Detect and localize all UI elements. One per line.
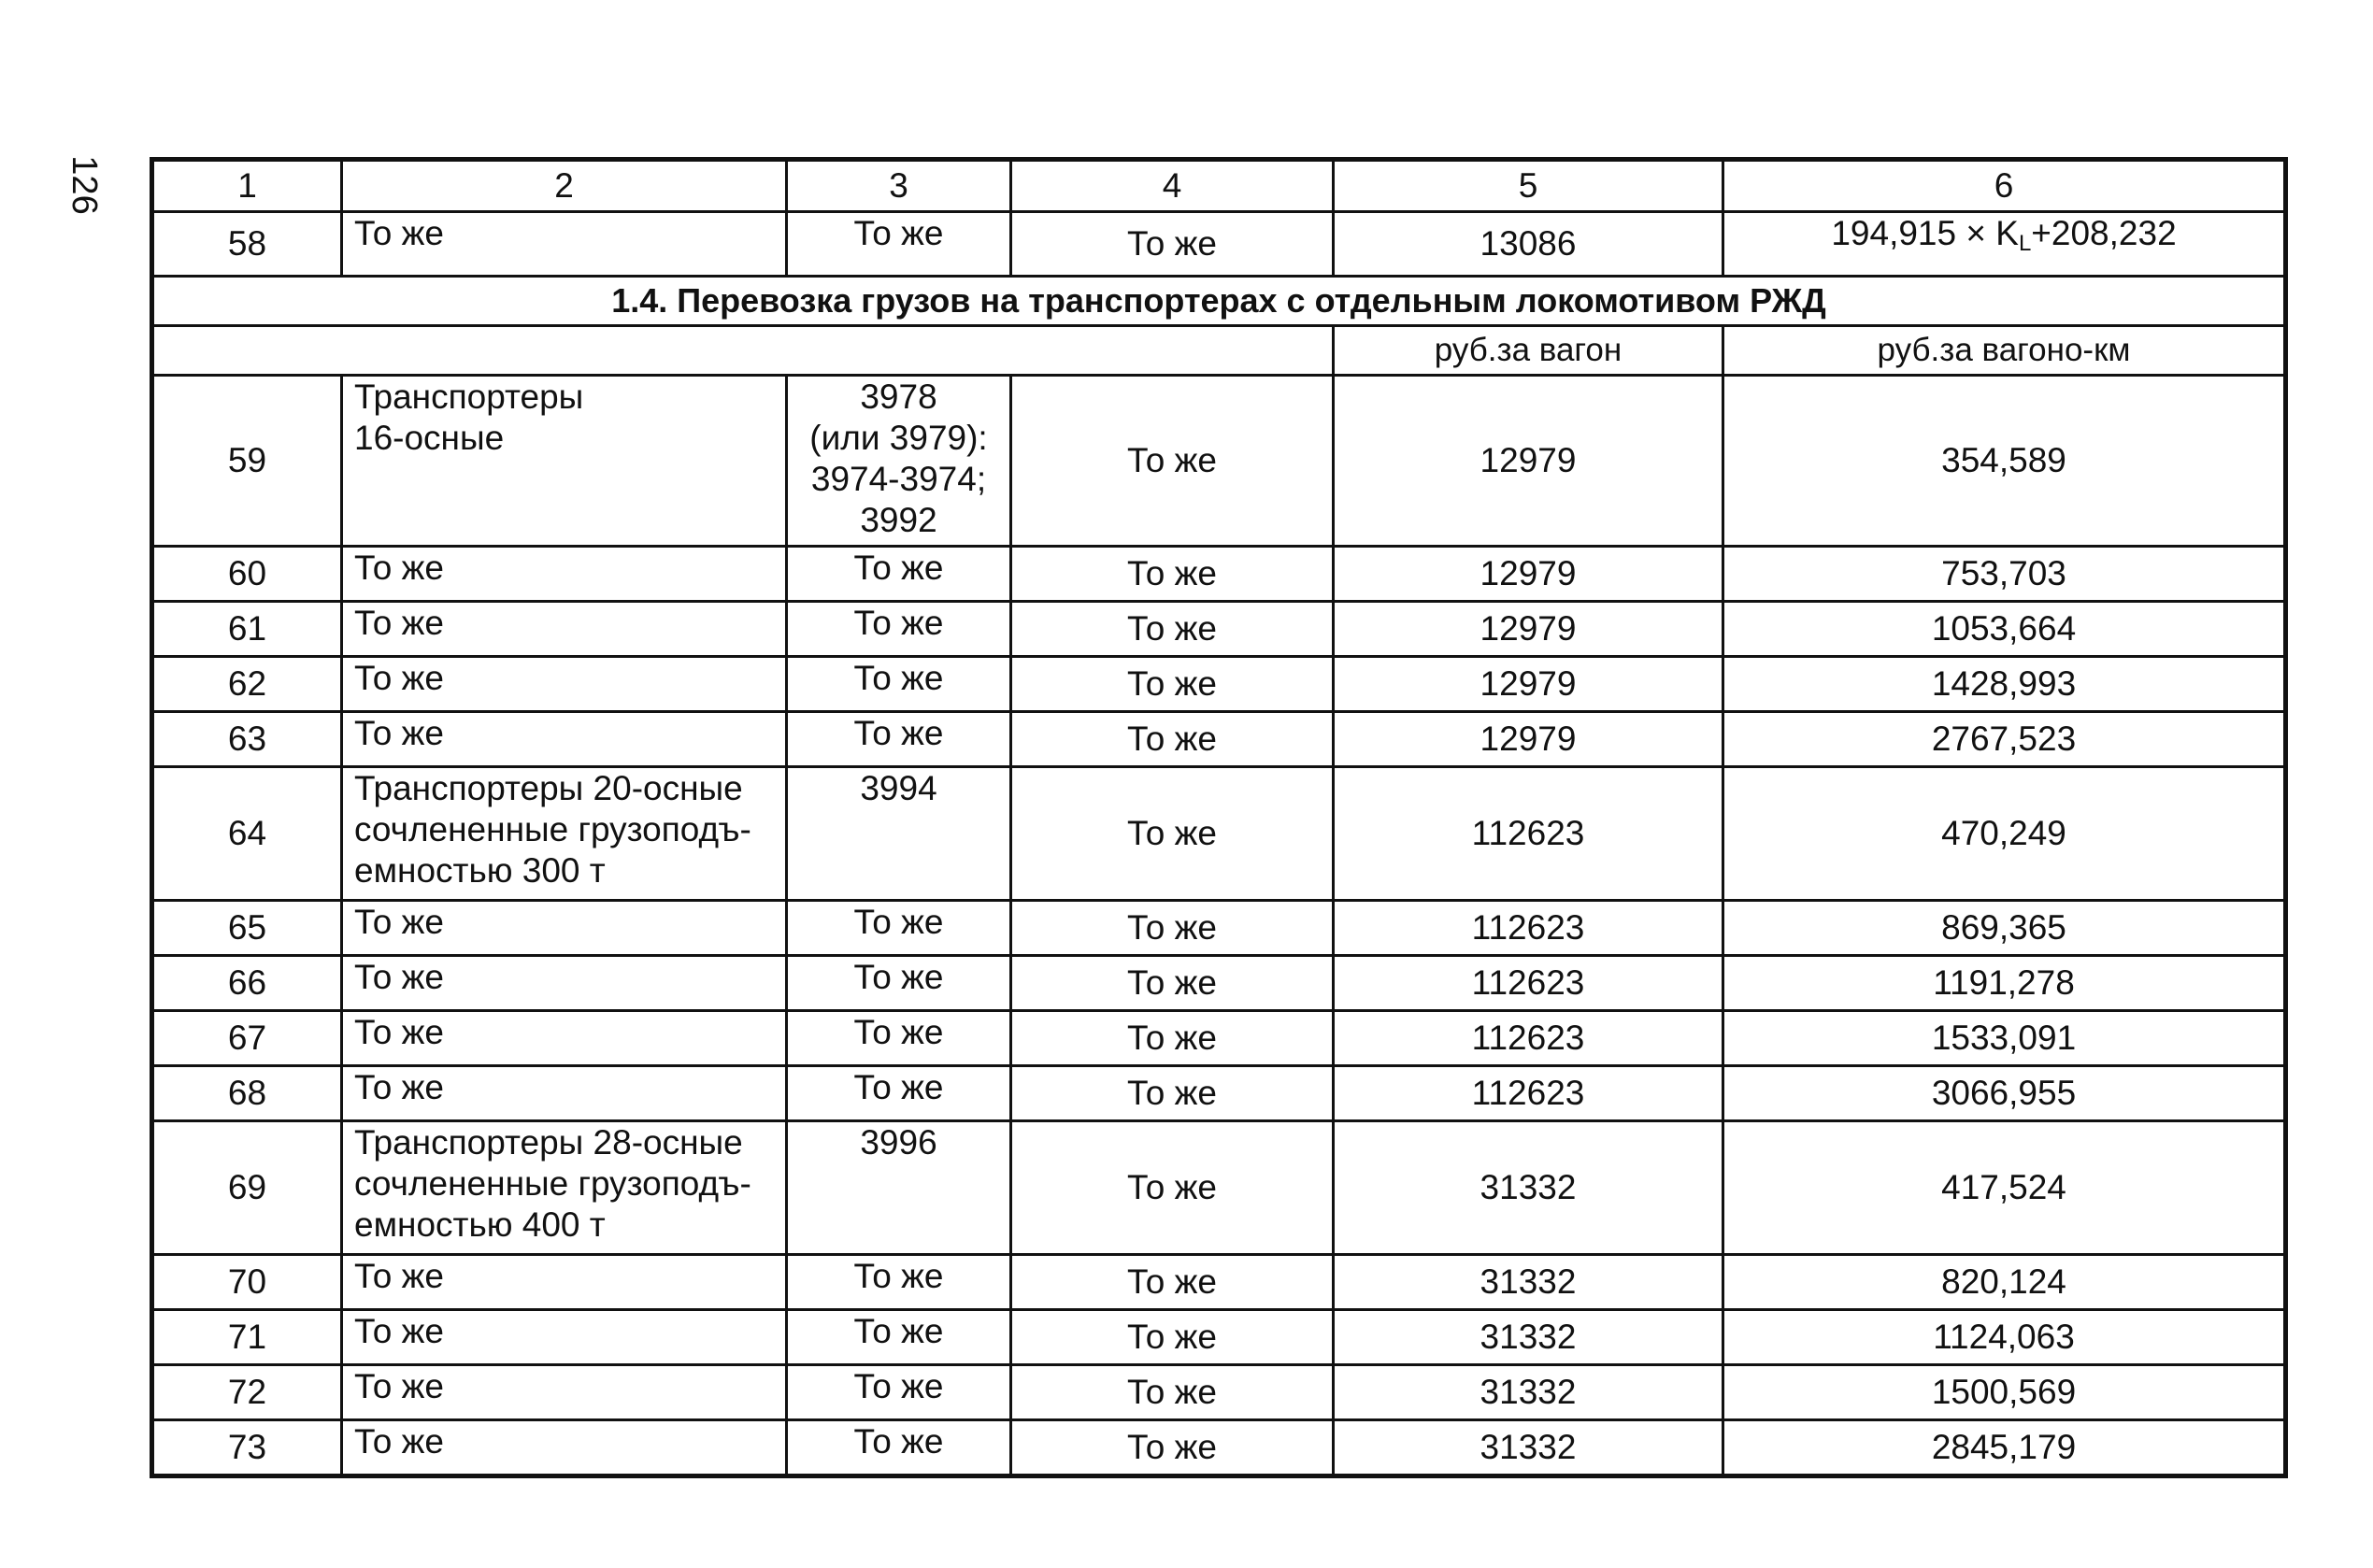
cargo-code: То же — [787, 1310, 1011, 1365]
col4-value: То же — [1011, 376, 1334, 547]
formula-prefix: 194,915 × K — [1831, 214, 2019, 252]
col6-value: 470,249 — [1723, 767, 2286, 901]
table-row — [152, 1310, 2286, 1365]
col4-value: То же — [1011, 1365, 1334, 1420]
row-number: 68 — [152, 1066, 342, 1121]
cargo-code: То же — [787, 1066, 1011, 1121]
section-row — [152, 277, 2286, 326]
col4-value: То же — [1011, 901, 1334, 956]
cargo-name: Транспортеры 20-осные сочлененные грузоподъ- емностью 300 т — [342, 767, 787, 901]
col5-value: 13086 — [1334, 212, 1723, 277]
column-header: 6 — [1723, 160, 2286, 212]
units-col5: руб.за вагон — [1334, 326, 1723, 376]
row-number: 60 — [152, 547, 342, 602]
table-row — [152, 212, 2286, 277]
table-row — [152, 657, 2286, 712]
col6-value: 1533,091 — [1723, 1011, 2286, 1066]
col5-value: 12979 — [1334, 376, 1723, 547]
cargo-code: То же — [787, 547, 1011, 602]
col6-value: 1191,278 — [1723, 956, 2286, 1011]
col5-value: 12979 — [1334, 547, 1723, 602]
col4-value: То же — [1011, 1066, 1334, 1121]
col5-value: 12979 — [1334, 657, 1723, 712]
col5-value: 112623 — [1334, 1011, 1723, 1066]
cargo-code: То же — [787, 901, 1011, 956]
cargo-name: То же — [342, 901, 787, 956]
cargo-name: То же — [342, 657, 787, 712]
col4-value: То же — [1011, 767, 1334, 901]
col6-value: 753,703 — [1723, 547, 2286, 602]
units-empty-cell — [152, 326, 1334, 376]
cargo-code: 3994 — [787, 767, 1011, 901]
row-number: 65 — [152, 901, 342, 956]
formula-subscript: L — [2018, 231, 2032, 256]
col6-value: 1053,664 — [1723, 602, 2286, 657]
table-row — [152, 1420, 2286, 1476]
cargo-code: То же — [787, 602, 1011, 657]
cargo-name: То же — [342, 602, 787, 657]
column-header: 4 — [1011, 160, 1334, 212]
cargo-code: То же — [787, 1420, 1011, 1476]
row-number: 59 — [152, 376, 342, 547]
col6-value: 869,365 — [1723, 901, 2286, 956]
units-col6: руб.за вагоно-км — [1723, 326, 2286, 376]
cargo-code: То же — [787, 1255, 1011, 1310]
row-number: 64 — [152, 767, 342, 901]
col5-value: 112623 — [1334, 1066, 1723, 1121]
col4-value: То же — [1011, 1121, 1334, 1255]
row-number: 62 — [152, 657, 342, 712]
data-rows — [152, 376, 2286, 1476]
col4-value: То же — [1011, 657, 1334, 712]
col5-value: 31332 — [1334, 1420, 1723, 1476]
cargo-name: Транспортеры 16-осные — [342, 376, 787, 547]
cargo-name: То же — [342, 1310, 787, 1365]
column-header: 1 — [152, 160, 342, 212]
table-row — [152, 1255, 2286, 1310]
cargo-name: То же — [342, 1365, 787, 1420]
cargo-name: То же — [342, 712, 787, 767]
cargo-name: Транспортеры 28-осные сочлененные грузоподъ- емностью 400 т — [342, 1121, 787, 1255]
table-row — [152, 547, 2286, 602]
cargo-name: То же — [342, 1011, 787, 1066]
row-number: 72 — [152, 1365, 342, 1420]
col6-value: 417,524 — [1723, 1121, 2286, 1255]
row-number: 66 — [152, 956, 342, 1011]
cargo-code: 3996 — [787, 1121, 1011, 1255]
col5-value: 12979 — [1334, 712, 1723, 767]
cargo-name: То же — [342, 212, 787, 277]
column-header: 5 — [1334, 160, 1723, 212]
table-row — [152, 956, 2286, 1011]
formula-suffix: +208,232 — [2031, 214, 2177, 252]
cargo-code: То же — [787, 1365, 1011, 1420]
table-row — [152, 712, 2286, 767]
cargo-name: То же — [342, 1255, 787, 1310]
col5-value: 31332 — [1334, 1365, 1723, 1420]
cargo-name: То же — [342, 1066, 787, 1121]
cargo-name: То же — [342, 547, 787, 602]
col4-value: То же — [1011, 1420, 1334, 1476]
col4-value: То же — [1011, 212, 1334, 277]
col6-value: 2845,179 — [1723, 1420, 2286, 1476]
cargo-code: То же — [787, 212, 1011, 277]
row-number: 71 — [152, 1310, 342, 1365]
col6-value: 3066,955 — [1723, 1066, 2286, 1121]
col6-value: 1124,063 — [1723, 1310, 2286, 1365]
table-row — [152, 1011, 2286, 1066]
row-number: 63 — [152, 712, 342, 767]
table-row — [152, 901, 2286, 956]
col6-value: 1500,569 — [1723, 1365, 2286, 1420]
row-number: 61 — [152, 602, 342, 657]
column-number-row — [152, 160, 2286, 212]
section-title: 1.4. Перевозка грузов на транспортерах с отдельным локомотивом РЖД — [152, 277, 2286, 326]
table-row — [152, 376, 2286, 547]
cargo-code: То же — [787, 712, 1011, 767]
col5-value: 112623 — [1334, 956, 1723, 1011]
col6-value: 354,589 — [1723, 376, 2286, 547]
units-row — [152, 326, 2286, 376]
col4-value: То же — [1011, 1255, 1334, 1310]
col5-value: 112623 — [1334, 767, 1723, 901]
row-number: 58 — [152, 212, 342, 277]
cargo-code: То же — [787, 1011, 1011, 1066]
row-number: 69 — [152, 1121, 342, 1255]
cargo-name: То же — [342, 956, 787, 1011]
table-row — [152, 1066, 2286, 1121]
tariff-table — [150, 157, 2288, 1478]
table-row — [152, 767, 2286, 901]
col6-value: 820,124 — [1723, 1255, 2286, 1310]
column-header: 2 — [342, 160, 787, 212]
col5-value: 12979 — [1334, 602, 1723, 657]
col4-value: То же — [1011, 1011, 1334, 1066]
col4-value: То же — [1011, 1310, 1334, 1365]
col5-value: 31332 — [1334, 1121, 1723, 1255]
table-row — [152, 1365, 2286, 1420]
col6-value: 2767,523 — [1723, 712, 2286, 767]
col4-value: То же — [1011, 712, 1334, 767]
col4-value: То же — [1011, 956, 1334, 1011]
cargo-name: То же — [342, 1420, 787, 1476]
col5-value: 31332 — [1334, 1310, 1723, 1365]
col6-formula — [1723, 212, 2286, 277]
cargo-code: 3978 (или 3979): 3974-3974; 3992 — [787, 376, 1011, 547]
col5-value: 31332 — [1334, 1255, 1723, 1310]
col4-value: То же — [1011, 602, 1334, 657]
col6-value: 1428,993 — [1723, 657, 2286, 712]
column-header: 3 — [787, 160, 1011, 212]
cargo-code: То же — [787, 657, 1011, 712]
col4-value: То же — [1011, 547, 1334, 602]
cargo-code: То же — [787, 956, 1011, 1011]
col5-value: 112623 — [1334, 901, 1723, 956]
row-number: 70 — [152, 1255, 342, 1310]
table-row — [152, 1121, 2286, 1255]
table-row — [152, 602, 2286, 657]
row-number: 73 — [152, 1420, 342, 1476]
row-number: 67 — [152, 1011, 342, 1066]
page-number: 126 — [64, 155, 104, 215]
